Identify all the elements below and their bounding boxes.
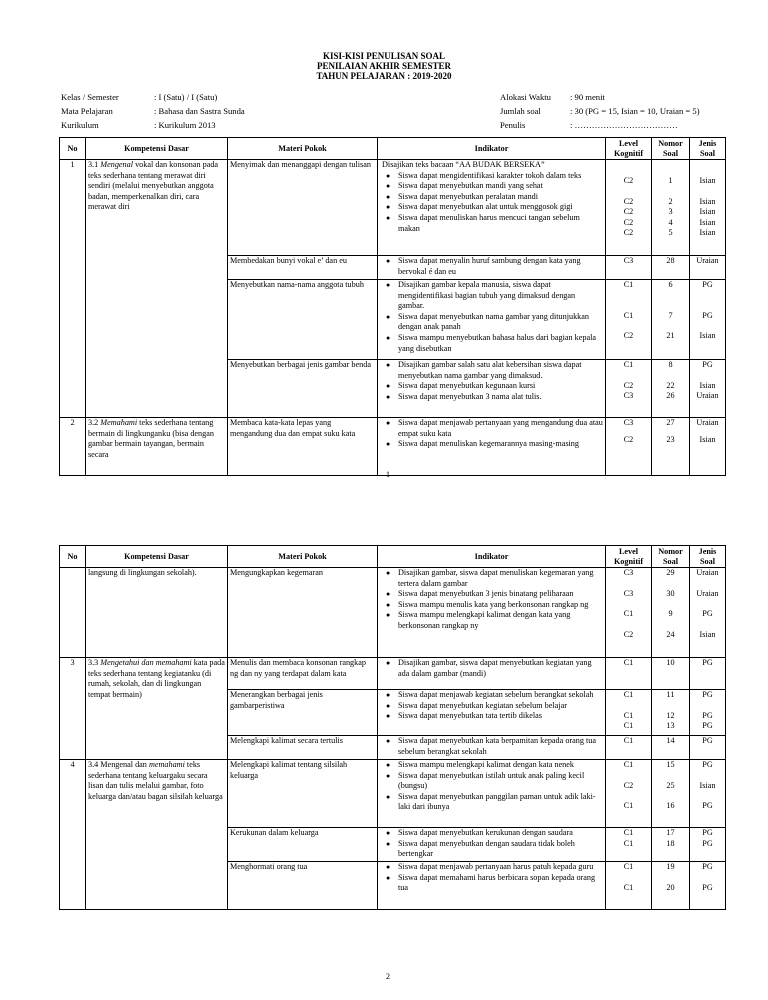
indikator-item: ● Siswa dapat menyebutkan panggilan paman untuk adik laki-laki dari ibunya [398,792,603,813]
meta-label: Alokasi Waktu [500,92,551,102]
kompetensi-dasar-cell: 3.3 Mengetahui dan memahami kata pada teks sederhana tentang kegiatanku (di rumah, sekolah, dan di lingkungan tempat bermain) [86,658,228,760]
indikator-item: ● Siswa dapat menyebutkan dengan saudara tidak boleh bertengkar [398,839,603,860]
col-no-header: No [60,546,86,568]
indikator-cell [378,736,606,760]
indikator-item: ● Siswa mampu menulis kata yang berkonsonan rangkap ng [398,600,603,611]
indikator-item: ● Siswa mampu menyebutkan bahasa halus dari bagian kepala yang disebutkan [398,333,603,354]
materi-cell: Menyebutkan berbagai jenis gambar benda [228,360,378,418]
materi-cell: Membaca kata-kata lepas yang mengandung dua dan empat suku kata [228,418,378,476]
kisi-kisi-table-page2 [59,545,726,910]
indikator-cell [378,256,606,280]
col-level-header: Level Kognitif [606,546,652,568]
indikator-item: ● Disajikan gambar kepala manusia, siswa dapat mengidentifikasi bagian tubuh yang dimaksud dengan gambar. [398,280,603,312]
indikator-item: ● Siswa dapat menyebutkan kegunaan kursi [398,381,603,392]
materi-cell: Kerukunan dalam keluarga [228,828,378,862]
indikator-item: ● Siswa dapat menjawab pertanyaan harus patuh kepada guru [398,862,603,873]
indikator-cell [378,568,606,658]
indikator-item: ● Siswa dapat menyebutkan kegiatan sebelum belajar [398,701,603,712]
meta-label: Jumlah soal [500,106,541,116]
indikator-item: ● Siswa dapat menyebutkan 3 jenis binatang peliharaan [398,589,603,600]
table-row [60,568,726,658]
indikator-cell [378,862,606,910]
indikator-item: ● Disajikan gambar, siswa dapat menuliskan kegemaran yang tertera dalam gambar [398,568,603,589]
meta-value: : I (Satu) / I (Satu) [154,92,218,102]
meta-label: Kelas / Semester [61,92,119,102]
materi-cell: Membedakan bunyi vokal e’ dan eu [228,256,378,280]
row-number: 2 [60,418,86,476]
indikator-cell [378,690,606,736]
level-cell: C1 [606,658,652,690]
indikator-item: ● Siswa mampu melengkapi kalimat dengan kata nenek [398,760,603,771]
meta-value: : Kurikulum 2013 [154,120,216,130]
materi-cell: Menulis dan membaca konsonan rangkap ng dan ny yang terdapat dalam kata [228,658,378,690]
level-cell: C3 C2 [606,418,652,476]
row-number: 4 [60,760,86,910]
level-cell: C1 C2 C1 [606,760,652,828]
nomor-cell: 17 18 [652,828,690,862]
jenis-cell: Isian Isian Isian Isian Isian [690,160,726,256]
row-number: 1 [60,160,86,418]
level-cell: C1 C1 C1 [606,690,652,736]
nomor-cell: 10 [652,658,690,690]
indikator-item: ● Disajikan gambar salah satu alat kebersihan siswa dapat menyebutkan nama gambar yang dimaksud. [398,360,603,381]
table-row [60,160,726,256]
jenis-cell: PG PG [690,862,726,910]
meta-value: : 30 (PG = 15, Isian = 10, Uraian = 5) [570,106,700,116]
nomor-cell: 6 7 21 [652,280,690,360]
page-number: 1 [386,470,390,479]
meta-left [59,89,247,133]
indikator-item: ● Siswa dapat menyebutkan nama gambar yang ditunjukkan dengan anak panah [398,312,603,333]
indikator-item: ● Siswa dapat menyalin huruf sambung dengan kata yang bervokal é dan eu [398,256,603,277]
materi-cell: Menerangkan berbagai jenis gambarperistiwa [228,690,378,736]
meta-label: Kurikulum [61,120,99,130]
nomor-cell: 11 12 13 [652,690,690,736]
indikator-item: ● Siswa dapat menjawab kegiatan sebelum berangkat sekolah [398,690,603,701]
level-cell: C2 C2 C2 C2 C2 [606,160,652,256]
level-cell: C1 [606,736,652,760]
indikator-item: ● Siswa dapat menyebutkan peralatan mandi [398,192,603,203]
nomor-cell: 29 30 9 24 [652,568,690,658]
kompetensi-dasar-cell: 3.2 Memahami teks sederhana tentang bermain di lingkunganku (bisa dengan gambar bermain tayangan, bermain secara [86,418,228,476]
level-cell: C1 C1 C2 [606,280,652,360]
materi-cell: Menyimak dan menanggapi dengan tulisan [228,160,378,256]
col-jenis-header: Jenis Soal [690,546,726,568]
doc-title-line2: PENILAIAN AKHIR SEMESTER [316,61,452,71]
jenis-cell: PG Isian Uraian [690,360,726,418]
nomor-cell: 1 2 3 4 5 [652,160,690,256]
meta-label: Penulis [500,120,526,130]
indikator-item: ● Siswa dapat menyebutkan mandi yang sehat [398,181,603,192]
col-no-header: No [60,138,86,160]
jenis-cell: PG [690,736,726,760]
meta-label: Mata Pelajaran [61,106,113,116]
col-jenis-header: Jenis Soal [690,138,726,160]
indikator-cell: Disajikan teks bacaan “AA BUDAK BERSEKA” ● Siswa dapat mengidentifikasi karakter tokoh dalam teks ● Siswa dapat menyebutkan mandi yang sehat ● Siswa dapat menyebutkan peralatan mandi ● Siswa dapat menyebutkan alat untuk menggosok gigi ● Siswa dapat menuliskan harus mencuci tangan sebelum makan [378,160,606,256]
meta-value: : 90 menit [570,92,605,102]
jenis-cell: Uraian Uraian PG Isian [690,568,726,658]
indikator-item: ● Siswa dapat menyebutkan kerukunan dengan saudara [398,828,603,839]
col-indikator-header: Indikator [378,138,606,160]
materi-cell: Melengkapi kalimat secara tertulis [228,736,378,760]
meta-value: : Bahasa dan Sastra Sunda [154,106,245,116]
jenis-cell: Uraian Isian [690,418,726,476]
indikator-item: ● Siswa dapat menjawab pertanyaan yang mengandung dua atau empat suku kata [398,418,603,439]
indikator-item: ● Siswa dapat menuliskan harus mencuci tangan sebelum makan [398,213,603,234]
col-nomor-header: Nomor Soal [652,546,690,568]
table-header-row [60,546,726,568]
level-cell: C1 C2 C3 [606,360,652,418]
col-kd-header: Kompetensi Dasar [86,546,228,568]
page-number: 2 [386,972,390,981]
jenis-cell: PG PG [690,828,726,862]
nomor-cell: 28 [652,256,690,280]
indikator-item: ● Siswa dapat menyebutkan tata tertib dikelas [398,711,603,722]
nomor-cell: 15 25 16 [652,760,690,828]
doc-title-line3: TAHUN PELAJARAN : 2019-2020 [316,71,452,81]
indikator-item: ● Siswa dapat mengidentifikasi karakter tokoh dalam teks [398,171,603,182]
nomor-cell: 19 20 [652,862,690,910]
jenis-cell: PG Isian PG [690,760,726,828]
kompetensi-dasar-cell: 3.1 Mengenal vokal dan konsonan pada teks sederhana tentang merawat diri sendiri (melalui menyebutkan anggota badan, memperkenalkan diri, cara merawat diri [86,160,228,418]
indikator-item: ● Siswa mampu melengkapi kalimat dengan kata yang berkonsonan rangkap ny [398,610,603,631]
col-materi-header: Materi Pokok [228,546,378,568]
kompetensi-dasar-cell: 3.4 Mengenal dan memahami teks sederhana tentang keluargaku secara lisan dan tulis melalui gambar, foto keluarga dan/atau bagan silsilah keluarga [86,760,228,910]
table-row [60,418,726,476]
col-materi-header: Materi Pokok [228,138,378,160]
nomor-cell: 27 23 [652,418,690,476]
col-indikator-header: Indikator [378,546,606,568]
indikator-cell [378,760,606,828]
jenis-cell: PG PG PG [690,690,726,736]
indikator-item: ● Siswa dapat menyebutkan istilah untuk anak paling kecil (bungsu) [398,771,603,792]
indikator-item: ● Siswa dapat menuliskan kegemarannya masing-masing [398,439,603,450]
nomor-cell: 14 [652,736,690,760]
materi-cell: Menyebutkan nama-nama anggota tubuh [228,280,378,360]
row-number [60,568,86,658]
meta-right [498,89,702,133]
indikator-cell [378,828,606,862]
nomor-cell: 8 22 26 [652,360,690,418]
materi-cell: Melengkapi kalimat tentang silsilah keluarga [228,760,378,828]
kisi-kisi-table-page1 [59,137,726,476]
level-cell: C1 C1 [606,828,652,862]
col-nomor-header: Nomor Soal [652,138,690,160]
indikator-item: ● Disajikan gambar, siswa dapat menyebutkan kegiatan yang ada dalam gambar (mandi) [398,658,603,679]
doc-title-line1: KISI-KISI PENULISAN SOAL [322,51,446,61]
indikator-cell [378,360,606,418]
indikator-cell [378,418,606,476]
meta-value: : ……………………………… [570,120,678,130]
row-number: 3 [60,658,86,760]
indikator-item: ● Siswa dapat menyebutkan kata berpamitan kepada orang tua sebelum berangkat sekolah [398,736,603,757]
indikator-item: ● Siswa dapat menyebutkan 3 nama alat tulis. [398,392,603,403]
materi-cell: Menghormati orang tua [228,862,378,910]
indikator-cell [378,658,606,690]
level-cell: C3 [606,256,652,280]
materi-cell: Mengungkapkan kegemaran [228,568,378,658]
indikator-item: ● Siswa dapat menyebutkan alat untuk menggosok gigi [398,202,603,213]
kompetensi-dasar-cell: langsung di lingkungan sekolah). [86,568,228,658]
indikator-cell [378,280,606,360]
jenis-cell: Uraian [690,256,726,280]
jenis-cell: PG PG Isian [690,280,726,360]
table-header-row [60,138,726,160]
col-kd-header: Kompetensi Dasar [86,138,228,160]
level-cell: C1 C1 [606,862,652,910]
indikator-item: ● Siswa dapat memahami harus berbicara sopan kepada orang tua [398,873,603,894]
col-level-header: Level Kognitif [606,138,652,160]
table-row [60,658,726,690]
jenis-cell: PG [690,658,726,690]
table-row [60,760,726,828]
level-cell: C3 C3 C1 C2 [606,568,652,658]
